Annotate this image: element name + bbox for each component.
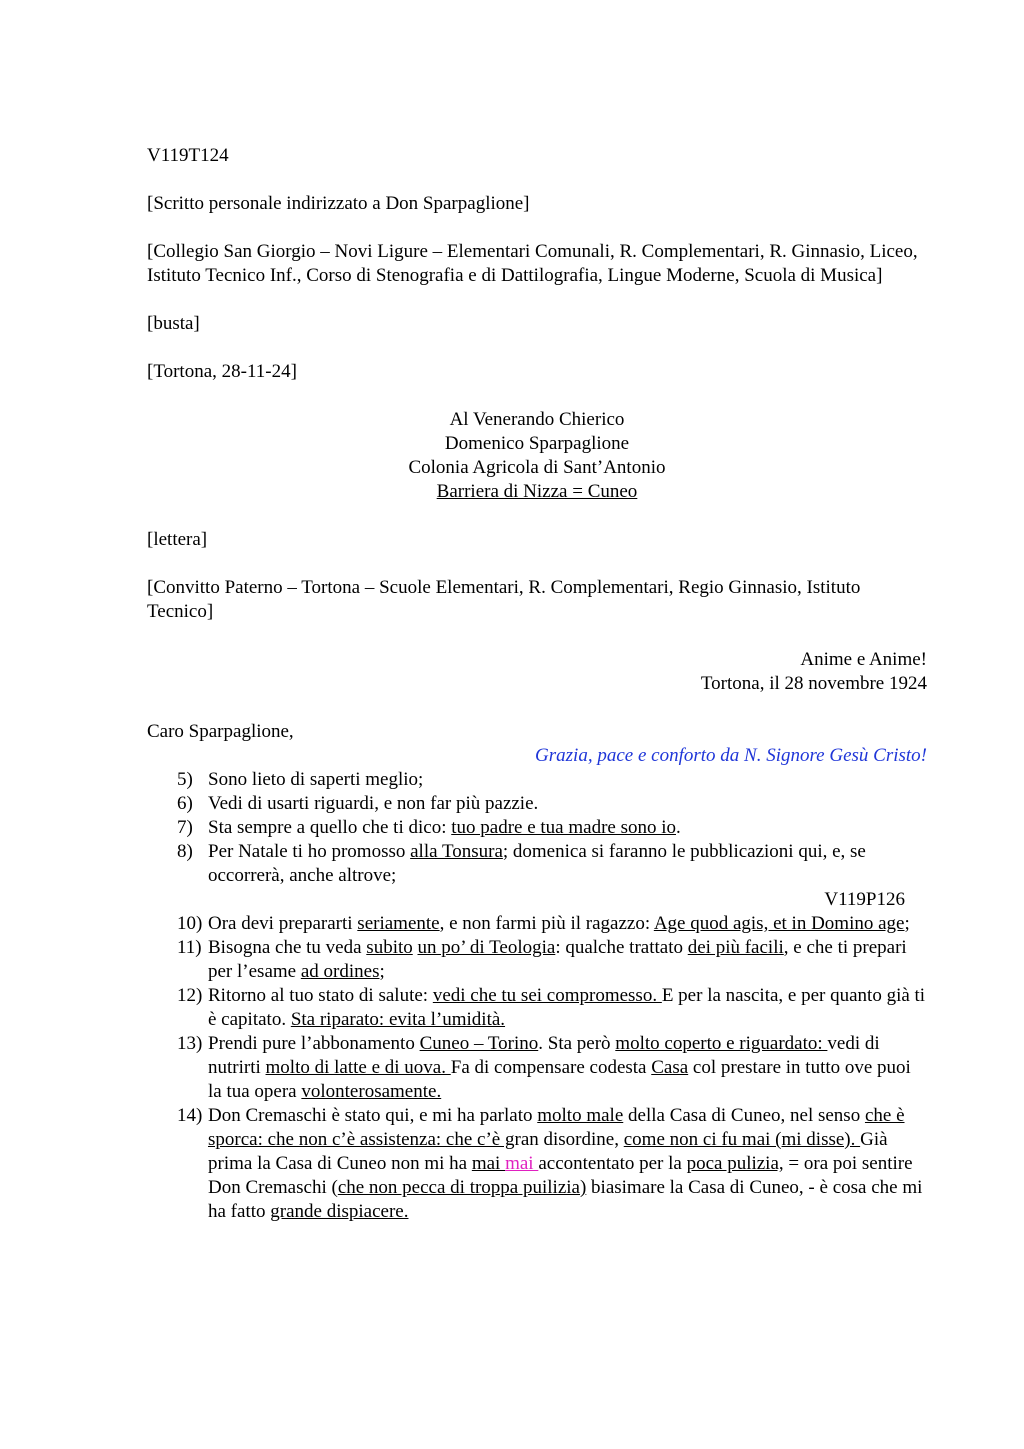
dateline: Tortona, il 28 novembre 1924 (700, 673, 927, 694)
address-line (147, 480, 927, 504)
letterhead-note: [Convitto Paterno – Tortona – Scuole Elementari, R. Complementari, Regio Ginnasio, Istituto Tecnico] (147, 577, 861, 622)
address-line-underlined: Barriera di Nizza = Cuneo (436, 481, 638, 502)
numbered-list-continued (147, 912, 927, 1224)
salutation: Caro Sparpaglione, (147, 721, 294, 742)
list-item: 11) Bisogna che tu veda subito un po’ di Teologia: qualche trattato dei più facili, e che ti prepari per l’esame ad ordines; (177, 937, 907, 982)
blessing: Grazia, pace e conforto da N. Signore Gesù Cristo! (535, 745, 927, 766)
editor-note-recipient: [Scritto personale indirizzato a Don Sparpaglione] (147, 193, 530, 214)
list-item: 6) Vedi di usarti riguardi, e non far più pazzie. (177, 793, 539, 814)
list-item: 13) Prendi pure l’abbonamento Cuneo – Torino. Sta però molto coperto e riguardato: vedi di nutrirti molto di latte e di uova. Fa di compensare codesta Casa col prestare in tutto ove puoi la tua opera volonterosamente. (177, 1033, 911, 1102)
list-item: 5) Sono lieto di saperti meglio; (177, 769, 424, 790)
list-item: 8) Per Natale ti ho promosso alla Tonsura; domenica si faranno le pubblicazioni qui, e, se occorrerà, anche altrove; (177, 841, 866, 886)
numbered-list (147, 768, 927, 888)
address-line: Domenico Sparpaglione (444, 433, 630, 454)
editor-note-envelope: [busta] (147, 313, 200, 334)
list-item: 12) Ritorno al tuo stato di salute: vedi che tu sei compromesso. E per la nascita, e per quanto già ti è capitato. Sta riparato: evita l’umidità. (177, 985, 926, 1030)
envelope-address (147, 408, 927, 504)
letter-heading (147, 648, 927, 696)
editor-note-date: [Tortona, 28-11-24] (147, 361, 297, 382)
document-code: V119T124 (147, 145, 229, 166)
address-line: Al Venerando Chierico (449, 409, 625, 430)
document-page (147, 144, 927, 1224)
page-reference: V119P126 (824, 889, 905, 910)
address-line: Colonia Agricola di Sant’Antonio (408, 457, 666, 478)
editor-note-college: [Collegio San Giorgio – Novi Ligure – Elementari Comunali, R. Complementari, R. Ginnasio, Liceo, Istituto Tecnico Inf., Corso di Stenografia e di Dattilografia, Lingue Moderne, Scuola di Musica] (147, 241, 918, 286)
list-item: 7) Sta sempre a quello che ti dico: tuo padre e tua madre sono io. (177, 817, 681, 838)
highlighted-word: mai (505, 1153, 539, 1174)
editor-note-letter: [lettera] (147, 529, 208, 550)
list-item: 14) Don Cremaschi è stato qui, e mi ha parlato molto male della Casa di Cuneo, nel senso che è sporca: che non c’è assistenza: che c’è gran disordine, come non ci fu mai (mi disse). Già prima la Casa di Cuneo non mi ha mai mai accontentato per la poca pulizia, = ora poi sentire Don Cremaschi (che non pecca di troppa puilizia) biasimare la Casa di Cuneo, - è cosa che mi ha fatto grande dispiacere. (177, 1105, 923, 1222)
motto: Anime e Anime! (800, 649, 927, 670)
list-item: 10) Ora devi prepararti seriamente, e non farmi più il ragazzo: Age quod agis, et in Domino age; (177, 913, 910, 934)
